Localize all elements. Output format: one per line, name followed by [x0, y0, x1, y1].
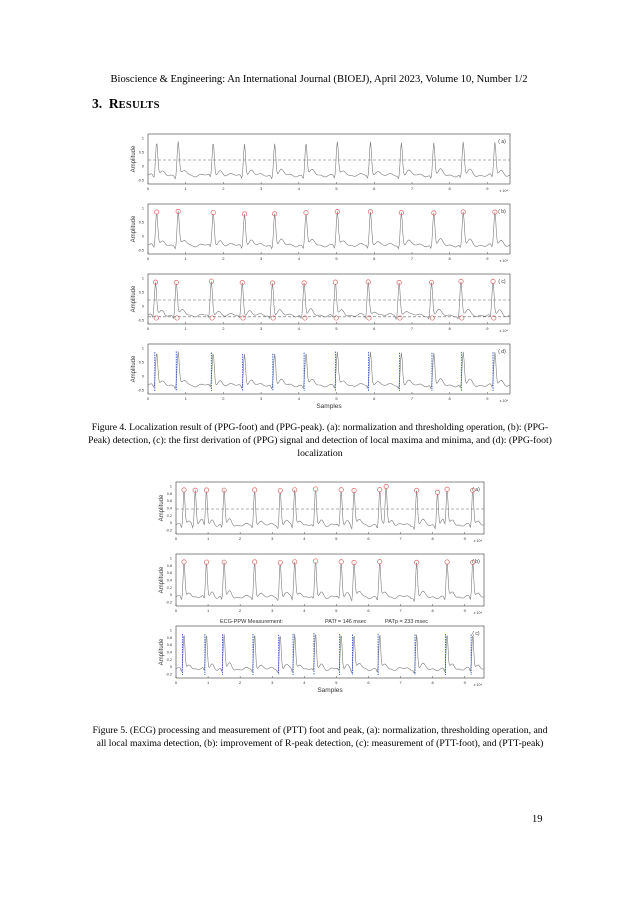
y-tick-label: 0.4 [166, 506, 172, 511]
y-tick-label: 0.4 [166, 578, 172, 583]
minimum-marker [430, 316, 434, 320]
minimum-marker [334, 316, 338, 320]
y-tick-label: 1 [141, 346, 144, 351]
panel-tag: ( b) [472, 559, 480, 565]
x-exponent-label: x 10⁴ [499, 329, 508, 333]
y-tick-label: -0.5 [137, 318, 144, 323]
x-tick-label: 2 [239, 536, 242, 541]
y-tick-label: -0.2 [165, 528, 172, 533]
x-exponent-label: x 10⁴ [499, 259, 508, 263]
x-tick-label: 1 [184, 256, 187, 261]
x-tick-label: 7 [410, 186, 414, 191]
x-tick-label: 7 [399, 536, 402, 541]
x-tick-label: 1 [206, 536, 210, 541]
x-axis-label: Samples [317, 687, 343, 694]
y-axis-label: Amplitude [131, 215, 137, 243]
y-tick-label: 1 [169, 628, 172, 633]
x-tick-label: 2 [222, 396, 225, 401]
x-tick-label: 0 [146, 326, 150, 331]
x-tick-label: 3 [271, 608, 274, 613]
x-tick-label: 8 [448, 326, 451, 331]
x-tick-label: 1 [206, 680, 210, 685]
panel-1 [131, 204, 510, 263]
x-tick-label: 9 [463, 536, 466, 541]
x-tick-label: 6 [373, 256, 376, 261]
section-title-initial: R [108, 96, 119, 111]
y-tick-label: 0.5 [138, 290, 144, 295]
minimum-marker [367, 316, 371, 320]
x-tick-label: 3 [260, 326, 263, 331]
y-tick-label: 0 [141, 304, 144, 309]
minimum-marker [492, 316, 496, 320]
page-number: 19 [532, 814, 543, 825]
x-tick-label: 9 [486, 256, 489, 261]
y-tick-label: 0.6 [166, 643, 172, 648]
x-tick-label: 0 [146, 256, 150, 261]
x-tick-label: 1 [206, 608, 210, 613]
y-axis-label: Amplitude [131, 145, 137, 173]
x-tick-label: 2 [222, 186, 225, 191]
x-tick-label: 0 [174, 608, 178, 613]
y-tick-label: -0.2 [165, 672, 172, 677]
x-tick-label: 6 [373, 396, 376, 401]
x-tick-label: 4 [297, 396, 300, 401]
y-tick-label: 0.2 [166, 513, 172, 518]
panel-tag: ( b) [498, 209, 506, 215]
x-tick-label: 1 [184, 186, 187, 191]
panel-tag: ( a) [472, 487, 480, 493]
peak-marker [352, 560, 356, 564]
x-tick-label: 6 [367, 680, 370, 685]
peak-marker [204, 488, 208, 492]
x-tick-label: 6 [373, 326, 376, 331]
figure-5-caption: Figure 5. (ECG) processing and measurement of (PTT) foot and peak, (a): normalization, thresholding operation, and all local maxima detection, (b): improvement of R-peak detection, (c): measurement of (PTT-foot), and (PTT-peak) [92, 725, 548, 749]
x-tick-label: 9 [486, 396, 489, 401]
peak-marker [378, 488, 382, 492]
y-tick-label: 0.4 [166, 650, 172, 655]
minimum-marker [154, 316, 158, 320]
x-tick-label: 3 [271, 680, 274, 685]
y-tick-label: 0.6 [166, 571, 172, 576]
y-tick-label: 0.2 [166, 657, 172, 662]
x-tick-label: 9 [463, 608, 466, 613]
x-tick-label: 7 [410, 256, 414, 261]
x-tick-label: 3 [271, 536, 274, 541]
panel-0 [131, 134, 510, 193]
x-tick-label: 0 [174, 536, 178, 541]
x-tick-label: 7 [399, 608, 402, 613]
minimum-marker [460, 316, 464, 320]
x-tick-label: 4 [303, 536, 306, 541]
x-exponent-label: x 10⁴ [499, 399, 508, 403]
y-tick-label: 0.5 [138, 360, 144, 365]
y-tick-label: 1 [169, 484, 172, 489]
x-exponent-label: x 10⁴ [473, 611, 482, 615]
panel-frame [148, 344, 510, 394]
x-tick-label: 0 [174, 680, 178, 685]
x-tick-label: 5 [335, 326, 338, 331]
x-tick-label: 5 [335, 186, 338, 191]
pat-foot-value: PATf = 146 msec [325, 619, 367, 625]
x-tick-label: 8 [448, 396, 451, 401]
x-tick-label: 3 [260, 256, 263, 261]
y-tick-label: 0 [169, 521, 172, 526]
minimum-marker [241, 316, 245, 320]
signal-trace [148, 351, 510, 388]
x-tick-label: 2 [239, 608, 242, 613]
peak-marker [304, 210, 308, 214]
running-header: Bioscience & Engineering: An International Journal (BIOEJ), April 2023, Volume 10, Number 1/2 [110, 74, 528, 85]
x-tick-label: 3 [260, 396, 263, 401]
peak-marker [211, 210, 215, 214]
y-axis-label: Amplitude [159, 494, 165, 522]
y-tick-label: 0 [141, 234, 144, 239]
y-tick-label: -0.5 [137, 178, 144, 183]
panel-2 [159, 626, 484, 687]
y-tick-label: -0.5 [137, 388, 144, 393]
x-tick-label: 9 [463, 680, 466, 685]
peak-marker [445, 560, 449, 564]
figure-4 [118, 128, 518, 410]
x-tick-label: 8 [431, 608, 434, 613]
x-tick-label: 2 [222, 256, 225, 261]
peak-marker [278, 488, 282, 492]
peak-marker [339, 488, 343, 492]
minimum-marker [175, 316, 179, 320]
y-tick-label: 0.5 [138, 150, 144, 155]
y-tick-label: 0 [169, 665, 172, 670]
minimum-marker [398, 316, 402, 320]
y-axis-label: Amplitude [159, 638, 165, 666]
x-tick-label: 0 [146, 396, 150, 401]
y-tick-label: 0 [141, 374, 144, 379]
y-tick-label: 0.8 [166, 635, 172, 640]
section-title-rest: ESULTS [118, 100, 160, 111]
y-axis-label: Amplitude [131, 355, 137, 383]
y-tick-label: -0.2 [165, 600, 172, 605]
peak-marker [154, 210, 158, 214]
panel-tag: ( a) [498, 139, 506, 145]
x-axis-label: Samples [316, 403, 342, 410]
peak-marker [278, 560, 282, 564]
x-tick-label: 4 [297, 326, 300, 331]
peak-marker [174, 280, 178, 284]
x-tick-label: 7 [410, 396, 414, 401]
panel-tag: ( c) [472, 631, 480, 637]
peak-marker [445, 487, 449, 491]
minimum-marker [210, 316, 214, 320]
x-tick-label: 1 [184, 396, 187, 401]
peak-marker [435, 490, 439, 494]
y-tick-label: 1 [169, 556, 172, 561]
x-exponent-label: x 10⁴ [499, 189, 508, 193]
section-number: 3. [92, 96, 103, 111]
y-tick-label: 0.5 [138, 220, 144, 225]
x-tick-label: 7 [410, 326, 414, 331]
x-tick-label: 3 [260, 186, 263, 191]
x-tick-label: 7 [399, 680, 402, 685]
y-axis-label: Amplitude [131, 285, 137, 313]
x-tick-label: 9 [486, 326, 489, 331]
panel-0 [159, 482, 484, 543]
peak-marker [313, 559, 317, 563]
x-tick-label: 8 [431, 680, 434, 685]
panel-3 [131, 344, 510, 403]
x-exponent-label: x 10⁴ [473, 683, 482, 687]
peak-marker [352, 488, 356, 492]
x-tick-label: 4 [297, 186, 300, 191]
y-tick-label: 0.8 [166, 491, 172, 496]
x-tick-label: 4 [303, 608, 306, 613]
panel-frame [148, 204, 510, 254]
section-heading [92, 96, 160, 112]
x-tick-label: 8 [431, 536, 434, 541]
y-tick-label: 1 [141, 206, 144, 211]
panel-frame [148, 134, 510, 184]
peak-marker [204, 560, 208, 564]
panel-tag: ( d) [498, 349, 506, 355]
peak-marker [182, 488, 186, 492]
peak-marker [378, 560, 382, 564]
x-tick-label: 6 [373, 186, 376, 191]
peak-marker [182, 560, 186, 564]
y-tick-label: 0.2 [166, 585, 172, 590]
x-tick-label: 5 [335, 396, 338, 401]
pat-peak-value: PATp = 233 msec [385, 619, 429, 625]
x-tick-label: 5 [335, 536, 338, 541]
y-tick-label: -0.5 [137, 248, 144, 253]
y-tick-label: 1 [141, 136, 144, 141]
figure-5 [150, 478, 490, 710]
y-tick-label: 1 [141, 276, 144, 281]
x-tick-label: 1 [184, 326, 187, 331]
x-tick-label: 0 [146, 186, 150, 191]
x-tick-label: 9 [486, 186, 489, 191]
signal-trace [148, 211, 510, 248]
x-tick-label: 4 [303, 680, 306, 685]
x-tick-label: 5 [335, 608, 338, 613]
y-axis-label: Amplitude [159, 566, 165, 594]
panel-2 [131, 274, 510, 333]
measurement-title: ECG-PPW Measurement: [220, 619, 283, 625]
y-tick-label: 0.8 [166, 563, 172, 568]
x-tick-label: 8 [448, 186, 451, 191]
figure-4-caption: Figure 4. Localization result of (PPG-foot) and (PPG-peak). (a): normalization and thresholding operation, (b): (PPG-Peak) detection, (c): the first derivation of (PPG) signal and detection of local maxima and minima, and (d): (PPG-foot) localization [88, 422, 552, 459]
x-tick-label: 2 [222, 326, 225, 331]
peak-marker [313, 487, 317, 491]
x-tick-label: 5 [335, 680, 338, 685]
x-tick-label: 2 [239, 680, 242, 685]
panel-1 [159, 554, 484, 615]
x-exponent-label: x 10⁴ [473, 539, 482, 543]
x-tick-label: 5 [335, 256, 338, 261]
y-tick-label: 0.6 [166, 499, 172, 504]
y-tick-label: 0 [169, 593, 172, 598]
signal-trace [176, 562, 484, 601]
x-tick-label: 4 [297, 256, 300, 261]
peak-marker [339, 560, 343, 564]
x-tick-label: 6 [367, 608, 370, 613]
minimum-marker [303, 316, 307, 320]
peak-marker [491, 279, 495, 283]
peak-marker [384, 484, 388, 488]
x-tick-label: 6 [367, 536, 370, 541]
x-tick-label: 8 [448, 256, 451, 261]
panel-tag: ( c) [498, 279, 506, 285]
peak-marker [333, 280, 337, 284]
peak-marker [252, 488, 256, 492]
minimum-marker [271, 316, 275, 320]
y-tick-label: 0 [141, 164, 144, 169]
peak-marker [252, 560, 256, 564]
